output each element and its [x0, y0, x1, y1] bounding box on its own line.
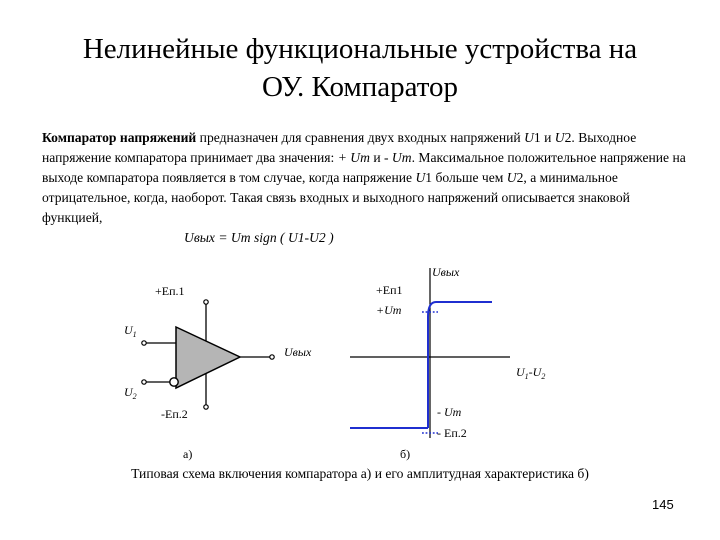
var-u2-b-index: 2 [516, 170, 524, 185]
graph-sublabel: б) [400, 447, 411, 461]
input1-label: $U_1$ [124, 323, 137, 339]
page-number: 145 [652, 497, 674, 512]
var-plus-um: + Um [337, 150, 370, 165]
body-text-5: , а минимальное отрицательное, когда, наоборот. Такая связь входных и выходного напряжений описывается знаковой функцией, [42, 170, 630, 225]
var-minus-um: - Um [384, 150, 412, 165]
body-text-2: . Выходное напряжение компаратора принимает два значения: [42, 130, 637, 165]
var-u2-b: U [506, 170, 517, 185]
var-u2: U [554, 130, 565, 145]
pos-saturation-supply-label: +Еп1 [376, 283, 403, 297]
transfer-characteristic [350, 265, 545, 461]
figure-caption: Типовая схема включения компаратора а) и его амплитудная характеристика б) [131, 466, 589, 481]
body-text-4: больше чем [432, 170, 507, 185]
slide-title-line1: Нелинейные функциональные устройства на [82, 33, 638, 65]
neg-saturation-supply-label: - Еп.2 [437, 426, 467, 440]
slide-title-line2: ОУ. Компаратор [261, 71, 459, 103]
body-text-3: . Максимальное положительное напряжение на выходе компаратора появляется в том случае, когда напряжение [42, 150, 686, 185]
supply-neg-label: -Еп.2 [161, 407, 188, 421]
output-terminal [270, 355, 274, 359]
output-label: Uвых [284, 345, 312, 359]
x-axis-label: $U_1-U_2$ [516, 365, 546, 381]
neg-saturation-um-label: - Um [437, 405, 462, 419]
inverting-input-circle [170, 378, 178, 386]
var-u1: U [524, 130, 534, 145]
opamp-triangle [176, 327, 240, 388]
input2-terminal [142, 380, 146, 384]
input2-label: $U_2$ [124, 385, 137, 401]
characteristic-high-level [428, 302, 492, 317]
var-u1-index: 1 [533, 130, 541, 145]
supply-neg-terminal [204, 405, 208, 409]
supply-pos-label: +Еп.1 [155, 284, 185, 298]
var-u1-b: U [415, 170, 426, 185]
term-comparator: Компаратор напряжений [42, 130, 197, 145]
y-axis-label: Uвых [432, 265, 460, 279]
body-text-1: предназначен для сравнения двух входных напряжений [196, 130, 525, 145]
formula: Uвых = Um sign ( U1-U2 ) [184, 230, 334, 245]
var-u1-b-index: 1 [425, 170, 433, 185]
comparator-circuit [124, 284, 312, 461]
body-and: и [540, 130, 555, 145]
circuit-sublabel: а) [183, 447, 193, 461]
supply-pos-terminal [204, 300, 208, 304]
input1-terminal [142, 341, 146, 345]
body-and-2: и [369, 150, 384, 165]
var-u2-index: 2 [564, 130, 572, 145]
pos-saturation-um-label: +Um [376, 303, 402, 317]
